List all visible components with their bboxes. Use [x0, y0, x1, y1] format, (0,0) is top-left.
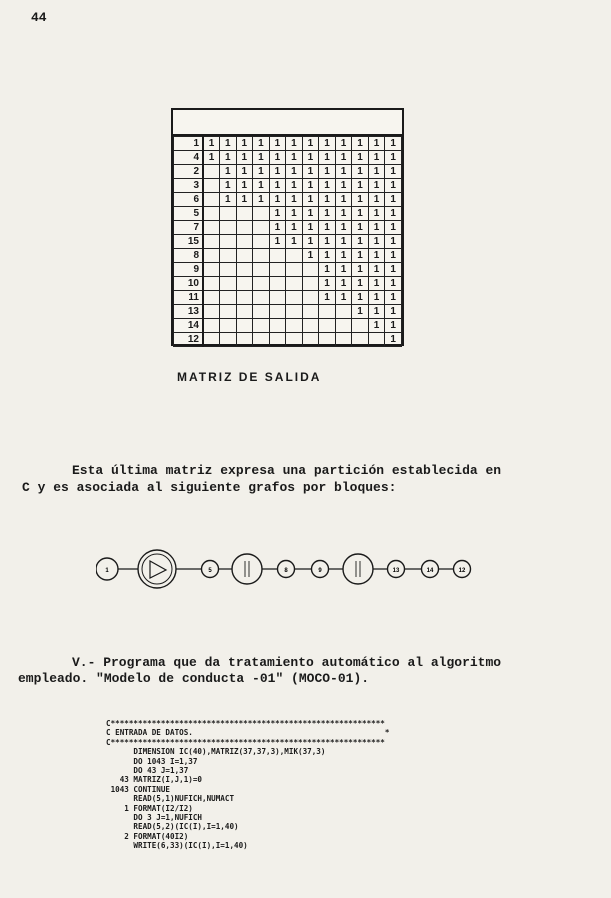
matrix-cell: 1: [269, 165, 286, 179]
matrix-row: [174, 193, 402, 207]
matrix-cell: [269, 249, 286, 263]
matrix-cell: 1: [385, 221, 402, 235]
paragraph-2-line-2: empleado. "Modelo de conducta -01" (MOCO-01).: [18, 671, 370, 686]
matrix-cell: 1: [236, 151, 253, 165]
page-number: 44: [31, 10, 47, 25]
matrix-cell: [269, 333, 286, 347]
matrix-cell: 1: [352, 165, 369, 179]
block-graph: [96, 543, 476, 595]
matrix-caption: MATRIZ DE SALIDA: [177, 370, 322, 384]
matrix-cell: 1: [253, 151, 270, 165]
matrix-cell: [253, 235, 270, 249]
matrix-cell: 1: [319, 193, 336, 207]
matrix-cell: [253, 221, 270, 235]
matrix-cell: 1: [352, 179, 369, 193]
matrix-row-label: 2: [174, 165, 204, 179]
matrix-cell: 1: [319, 277, 336, 291]
matrix-cell: 1: [319, 179, 336, 193]
matrix-cell: 1: [253, 179, 270, 193]
matrix-cell: 1: [352, 137, 369, 151]
matrix-cell: 1: [319, 151, 336, 165]
matrix-cell: 1: [352, 263, 369, 277]
matrix-cell: 1: [286, 235, 303, 249]
matrix-cell: [319, 333, 336, 347]
matrix-header-row: [173, 110, 402, 136]
matrix-cell: [203, 207, 220, 221]
matrix-cell: [253, 319, 270, 333]
matrix-cell: 1: [319, 263, 336, 277]
matrix-cell: [220, 235, 237, 249]
matrix-cell: [203, 249, 220, 263]
graph-node: [454, 561, 471, 578]
matrix-cell: 1: [236, 137, 253, 151]
matrix-cell: 1: [385, 305, 402, 319]
matrix-row-label: 7: [174, 221, 204, 235]
matrix-cell: [286, 319, 303, 333]
matrix-cell: 1: [368, 207, 385, 221]
fortran-code-listing: C************************************************************ C ENTRADA DE DATOS. * C************************************************************ DIMENSION IC(40),MATRIZ(37,37,3),MIK(37,3) DO 1043 I=1,37 DO 43 J=1,37 43 MATRIZ(I,J,1)=0 1043 CONTINUE READ(5,1)NUFICH,NUMACT 1 FORMAT(I2/I2) DO 3 J=1,NUFICH READ(5,2)(IC(I),I=1,40) 2 FORMAT(40I2) WRITE(6,33)(IC(I),I=1,40): [106, 719, 390, 851]
matrix-cell: [253, 305, 270, 319]
matrix-cell: 1: [352, 249, 369, 263]
matrix-cell: 1: [302, 249, 319, 263]
matrix-cell: 1: [335, 165, 352, 179]
matrix-cell: 1: [253, 193, 270, 207]
svg-text:9: 9: [318, 568, 322, 574]
matrix-cell: 1: [335, 291, 352, 305]
matrix-cell: [236, 249, 253, 263]
matrix-cell: 1: [385, 179, 402, 193]
matrix-cell: 1: [302, 193, 319, 207]
matrix-cell: 1: [368, 277, 385, 291]
matrix-cell: 1: [302, 151, 319, 165]
matrix-cell: 1: [368, 263, 385, 277]
matrix-cell: [269, 319, 286, 333]
matrix-cell: 1: [335, 207, 352, 221]
matrix-table: [173, 136, 402, 347]
matrix-cell: [269, 263, 286, 277]
matrix-cell: 1: [286, 151, 303, 165]
matrix-cell: 1: [385, 263, 402, 277]
matrix-row: [174, 207, 402, 221]
matrix-cell: 1: [335, 235, 352, 249]
matrix-cell: [203, 165, 220, 179]
matrix-cell: [286, 333, 303, 347]
matrix-cell: 1: [253, 165, 270, 179]
graph-node: [278, 561, 295, 578]
matrix-cell: [203, 221, 220, 235]
matrix-cell: 1: [368, 249, 385, 263]
matrix-cell: [269, 305, 286, 319]
matrix-cell: [203, 193, 220, 207]
matrix-cell: [220, 333, 237, 347]
matrix-cell: [319, 319, 336, 333]
matrix-cell: 1: [319, 165, 336, 179]
matrix-cell: 1: [352, 291, 369, 305]
matrix-cell: [269, 291, 286, 305]
matrix-row: [174, 137, 402, 151]
matrix-cell: 1: [352, 207, 369, 221]
matrix-cell: 1: [385, 277, 402, 291]
matrix-cell: 1: [302, 179, 319, 193]
matrix-cell: 1: [253, 137, 270, 151]
matrix-cell: [319, 305, 336, 319]
matrix-cell: [253, 291, 270, 305]
matrix-row-label: 4: [174, 151, 204, 165]
matrix-cell: [220, 221, 237, 235]
matrix-cell: 1: [286, 179, 303, 193]
svg-text:8: 8: [284, 568, 288, 574]
matrix-cell: 1: [335, 263, 352, 277]
matrix-cell: 1: [335, 179, 352, 193]
matrix-cell: 1: [319, 207, 336, 221]
matrix-row: [174, 221, 402, 235]
matrix-cell: [236, 207, 253, 221]
matrix-row-label: 15: [174, 235, 204, 249]
matrix-cell: 1: [302, 221, 319, 235]
matrix-cell: [253, 277, 270, 291]
matrix-cell: 1: [368, 221, 385, 235]
graph-node: [422, 561, 439, 578]
matrix-cell: [203, 319, 220, 333]
matrix-row-label: 10: [174, 277, 204, 291]
matrix-cell: [302, 277, 319, 291]
matrix-row-label: 1: [174, 137, 204, 151]
matrix-cell: 1: [319, 249, 336, 263]
matrix-cell: 1: [368, 235, 385, 249]
matrix-cell: 1: [368, 165, 385, 179]
matrix-cell: 1: [368, 193, 385, 207]
matrix-cell: [203, 305, 220, 319]
matrix-row-label: 8: [174, 249, 204, 263]
matrix-cell: [236, 291, 253, 305]
matrix-cell: 1: [352, 235, 369, 249]
matrix-cell: [253, 249, 270, 263]
matrix-row: [174, 151, 402, 165]
matrix-cell: [236, 235, 253, 249]
matrix-cell: [253, 263, 270, 277]
matrix-cell: 1: [335, 249, 352, 263]
matrix-cell: [220, 319, 237, 333]
matrix-cell: 1: [302, 235, 319, 249]
matrix-cell: [236, 221, 253, 235]
matrix-cell: 1: [352, 193, 369, 207]
matrix-cell: 1: [220, 193, 237, 207]
matrix-cell: [368, 333, 385, 347]
matrix-cell: 1: [352, 151, 369, 165]
matrix-cell: [352, 333, 369, 347]
paragraph-2-line-1: V.- Programa que da tratamiento automático al algoritmo: [72, 655, 502, 670]
matrix-cell: 1: [269, 151, 286, 165]
matrix-cell: [286, 305, 303, 319]
matrix-cell: 1: [352, 221, 369, 235]
matrix-cell: 1: [302, 207, 319, 221]
matrix-row: [174, 235, 402, 249]
matrix-cell: 1: [236, 193, 253, 207]
matrix-cell: [203, 263, 220, 277]
svg-text:5: 5: [208, 568, 212, 574]
matrix-cell: [286, 249, 303, 263]
graph-node: [96, 558, 118, 580]
matrix-cell: [352, 319, 369, 333]
graph-node: [312, 561, 329, 578]
matrix-cell: 1: [269, 137, 286, 151]
matrix-cell: [286, 277, 303, 291]
matrix-row-label: 9: [174, 263, 204, 277]
matrix-cell: 1: [385, 319, 402, 333]
matrix-cell: 1: [335, 221, 352, 235]
matrix-cell: [335, 305, 352, 319]
matrix-cell: 1: [319, 221, 336, 235]
output-matrix: [171, 108, 404, 346]
matrix-cell: [236, 263, 253, 277]
matrix-cell: 1: [368, 137, 385, 151]
matrix-cell: [302, 319, 319, 333]
matrix-cell: [253, 333, 270, 347]
matrix-cell: 1: [368, 151, 385, 165]
matrix-cell: 1: [368, 305, 385, 319]
matrix-row-label: 12: [174, 333, 204, 347]
matrix-cell: [203, 179, 220, 193]
matrix-cell: [203, 333, 220, 347]
svg-text:12: 12: [458, 568, 466, 574]
matrix-cell: [220, 263, 237, 277]
matrix-cell: [236, 277, 253, 291]
matrix-cell: 1: [220, 179, 237, 193]
matrix-cell: 1: [302, 165, 319, 179]
matrix-cell: 1: [352, 305, 369, 319]
matrix-row-label: 5: [174, 207, 204, 221]
matrix-cell: 1: [286, 221, 303, 235]
matrix-cell: [220, 207, 237, 221]
matrix-row: [174, 319, 402, 333]
matrix-cell: [203, 277, 220, 291]
svg-text:1: 1: [105, 568, 109, 574]
matrix-cell: 1: [286, 207, 303, 221]
matrix-cell: 1: [269, 179, 286, 193]
matrix-cell: 1: [203, 151, 220, 165]
graph-node: [343, 554, 373, 584]
matrix-cell: [302, 305, 319, 319]
matrix-cell: [220, 277, 237, 291]
matrix-row: [174, 277, 402, 291]
matrix-cell: 1: [319, 137, 336, 151]
graph-node: [138, 550, 176, 588]
matrix-cell: [236, 333, 253, 347]
matrix-row: [174, 165, 402, 179]
paragraph-1-line-2: C y es asociada al siguiente grafos por bloques:: [22, 480, 397, 495]
matrix-cell: [253, 207, 270, 221]
matrix-cell: 1: [220, 137, 237, 151]
matrix-cell: 1: [385, 151, 402, 165]
matrix-cell: 1: [236, 165, 253, 179]
graph-node: [388, 561, 405, 578]
matrix-cell: 1: [269, 193, 286, 207]
matrix-cell: 1: [220, 151, 237, 165]
matrix-cell: 1: [302, 137, 319, 151]
matrix-cell: 1: [368, 179, 385, 193]
matrix-row-label: 13: [174, 305, 204, 319]
matrix-cell: [302, 263, 319, 277]
matrix-cell: 1: [269, 207, 286, 221]
matrix-cell: 1: [319, 291, 336, 305]
matrix-cell: [220, 291, 237, 305]
matrix-cell: [335, 333, 352, 347]
matrix-cell: [286, 291, 303, 305]
matrix-cell: 1: [385, 249, 402, 263]
matrix-cell: 1: [286, 165, 303, 179]
matrix-row-label: 11: [174, 291, 204, 305]
matrix-cell: 1: [368, 291, 385, 305]
matrix-cell: 1: [352, 277, 369, 291]
matrix-cell: [203, 291, 220, 305]
graph-node: [232, 554, 262, 584]
matrix-cell: 1: [385, 235, 402, 249]
svg-text:13: 13: [392, 568, 400, 574]
matrix-cell: [236, 319, 253, 333]
matrix-row-label: 3: [174, 179, 204, 193]
matrix-row: [174, 263, 402, 277]
matrix-cell: [220, 305, 237, 319]
graph-node: [202, 561, 219, 578]
matrix-row: [174, 291, 402, 305]
matrix-cell: [203, 235, 220, 249]
matrix-row: [174, 305, 402, 319]
matrix-cell: 1: [203, 137, 220, 151]
matrix-cell: 1: [335, 137, 352, 151]
matrix-cell: 1: [335, 193, 352, 207]
matrix-cell: 1: [385, 333, 402, 347]
matrix-cell: [302, 291, 319, 305]
matrix-cell: 1: [286, 193, 303, 207]
matrix-cell: 1: [269, 235, 286, 249]
matrix-cell: [302, 333, 319, 347]
matrix-cell: 1: [368, 319, 385, 333]
matrix-cell: 1: [286, 137, 303, 151]
matrix-row: [174, 179, 402, 193]
matrix-cell: [236, 305, 253, 319]
svg-text:14: 14: [426, 568, 434, 574]
matrix-cell: 1: [385, 137, 402, 151]
matrix-row-label: 14: [174, 319, 204, 333]
matrix-cell: [220, 249, 237, 263]
paragraph-1-line-1: Esta última matriz expresa una partición establecida en: [72, 463, 502, 478]
matrix-row-label: 6: [174, 193, 204, 207]
matrix-cell: 1: [335, 277, 352, 291]
matrix-row: [174, 333, 402, 347]
matrix-cell: [286, 263, 303, 277]
matrix-cell: 1: [385, 207, 402, 221]
matrix-row: [174, 249, 402, 263]
matrix-cell: 1: [335, 151, 352, 165]
matrix-cell: [269, 277, 286, 291]
matrix-cell: [335, 319, 352, 333]
matrix-cell: 1: [385, 193, 402, 207]
matrix-cell: 1: [220, 165, 237, 179]
matrix-cell: 1: [385, 165, 402, 179]
matrix-cell: 1: [236, 179, 253, 193]
matrix-cell: 1: [269, 221, 286, 235]
matrix-cell: 1: [385, 291, 402, 305]
matrix-cell: 1: [319, 235, 336, 249]
